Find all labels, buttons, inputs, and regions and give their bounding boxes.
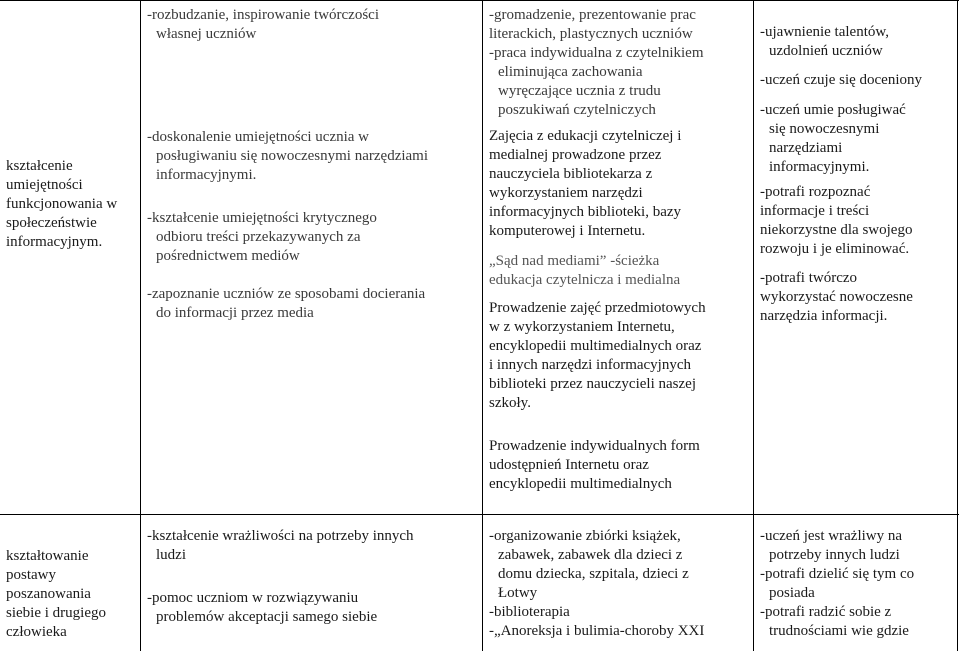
text-line: problemów akceptacji samego siebie — [156, 609, 378, 625]
row2-goal-cell — [6, 547, 106, 642]
text-line: poszukiwań czytelniczych — [498, 102, 656, 118]
text-line: biblioteki przez nauczycieli naszej — [489, 376, 696, 392]
text-line: domu dziecka, szpitala, dzieci z — [498, 566, 689, 582]
row1-methods-path — [489, 252, 680, 290]
column-divider-3 — [753, 0, 754, 651]
text-line: szkoły. — [489, 395, 531, 411]
text-line: -uczeń jest wrażliwy na — [760, 528, 903, 544]
text-line: Zajęcia z edukacji czytelniczej i — [489, 128, 682, 144]
text-line: literackich, plastycznych uczniów — [489, 26, 693, 42]
text-line: -uczeń czuje się doceniony — [760, 72, 923, 88]
text-line: Łotwy — [498, 585, 538, 601]
text-line: -„Anoreksja i bulimia-choroby XXI — [489, 623, 705, 639]
text-line: encyklopedii multimedialnych — [489, 476, 672, 492]
row1-tasks-cell — [147, 6, 428, 323]
text-line: -organizowanie zbiórki książek, — [489, 528, 681, 544]
text-line: -kształcenie umiejętności krytycznego — [147, 210, 377, 226]
text-line: wyręczające ucznia z trudu — [498, 83, 661, 99]
text-line: rozwoju i je eliminować. — [760, 241, 910, 257]
text-line: zabawek, zabawek dla dzieci z — [498, 547, 683, 563]
text-line: informacyjnymi. — [156, 167, 257, 183]
text-line: ludzi — [156, 547, 186, 563]
text-line: -potrafi radzić sobie z — [760, 604, 892, 620]
text-line: i innych narzędzi informacyjnych — [489, 357, 692, 373]
text-line: -biblioterapia — [489, 604, 570, 620]
text-line: wykorzystać nowoczesne — [760, 289, 913, 305]
text-line: niekorzystne dla swojego — [760, 222, 913, 238]
text-line: uzdolnień uczniów — [769, 43, 883, 59]
text-line: -potrafi twórczo — [760, 270, 858, 286]
text-line: medialnej prowadzone przez — [489, 147, 662, 163]
text-line: informacyjnymi. — [769, 159, 870, 175]
text-line: Prowadzenie indywidualnych form — [489, 438, 700, 454]
text-line: się nowoczesnymi — [769, 121, 880, 137]
row1-methods-individual — [489, 437, 700, 494]
text-line: potrzeby innych ludzi — [769, 547, 900, 563]
table-border-right — [957, 0, 958, 651]
text-line: encyklopedii multimedialnych oraz — [489, 338, 702, 354]
text-line: odbioru treści przekazywanych za — [156, 229, 361, 245]
row2-outcomes-cell — [760, 527, 914, 641]
text-line: -ujawnienie talentów, — [760, 24, 889, 40]
text-line: Prowadzenie zajęć przedmiotowych — [489, 300, 706, 316]
table-border-top — [0, 0, 959, 1]
text-line: człowieka — [6, 624, 67, 640]
text-line: społeczeństwie — [6, 215, 97, 231]
text-line: -praca indywidualna z czytelnikiem — [489, 45, 704, 61]
text-line: funkcjonowania w — [6, 196, 118, 212]
text-line: informacje i treści — [760, 203, 870, 219]
row1-outcomes-cell — [760, 23, 922, 326]
column-divider-2 — [482, 0, 483, 651]
text-line: -potrafi dzielić się tym co — [760, 566, 915, 582]
column-divider-1 — [140, 0, 141, 651]
text-line: w z wykorzystaniem Internetu, — [489, 319, 675, 335]
text-line: -pomoc uczniom w rozwiązywaniu — [147, 590, 359, 606]
text-line: eliminująca zachowania — [498, 64, 643, 80]
text-line: umiejętności — [6, 177, 83, 193]
text-line: -uczeń umie posługiwać — [760, 102, 906, 118]
text-line: posiada — [769, 585, 815, 601]
row1-methods-lessons — [489, 127, 681, 241]
row2-tasks-cell — [147, 527, 414, 627]
text-line: siebie i drugiego — [6, 605, 106, 621]
text-line: narzędzia informacji. — [760, 308, 888, 324]
text-line: -zapoznanie uczniów ze sposobami docierania — [147, 286, 426, 302]
text-line: kształtowanie — [6, 548, 89, 564]
text-line: trudnościami wie gdzie — [769, 623, 909, 639]
text-line: komputerowej i Internetu. — [489, 223, 646, 239]
text-line: pośrednictwem mediów — [156, 248, 300, 264]
text-line: do informacji przez media — [156, 305, 314, 321]
row-divider — [0, 514, 959, 515]
text-line: -gromadzenie, prezentowanie prac — [489, 7, 696, 23]
text-line: -kształcenie wrażliwości na potrzeby innych — [147, 528, 414, 544]
text-line: udostępnień Internetu oraz — [489, 457, 649, 473]
text-line: kształcenie — [6, 158, 73, 174]
text-line: -rozbudzanie, inspirowanie twórczości — [147, 7, 379, 23]
text-line: -doskonalenie umiejętności ucznia w — [147, 129, 370, 145]
text-line: własnej uczniów — [156, 26, 257, 42]
text-line: edukacja czytelnicza i medialna — [489, 272, 681, 288]
text-line: postawy — [6, 567, 56, 583]
text-line: wykorzystaniem narzędzi — [489, 185, 643, 201]
text-line: nauczyciela bibliotekarza z — [489, 166, 653, 182]
text-line: „Sąd nad mediami” -ścieżka — [489, 253, 660, 269]
text-line: -potrafi rozpoznać — [760, 184, 871, 200]
row1-methods-subject — [489, 299, 706, 413]
row1-methods-cell — [489, 6, 704, 120]
row1-goal-cell — [6, 157, 117, 252]
text-line: informacyjnym. — [6, 234, 103, 250]
text-line: narzędziami — [769, 140, 843, 156]
row2-methods-cell — [489, 527, 704, 641]
text-line: informacyjnych biblioteki, bazy — [489, 204, 682, 220]
text-line: poszanowania — [6, 586, 91, 602]
text-line: posługiwaniu się nowoczesnymi narzędziami — [156, 148, 429, 164]
